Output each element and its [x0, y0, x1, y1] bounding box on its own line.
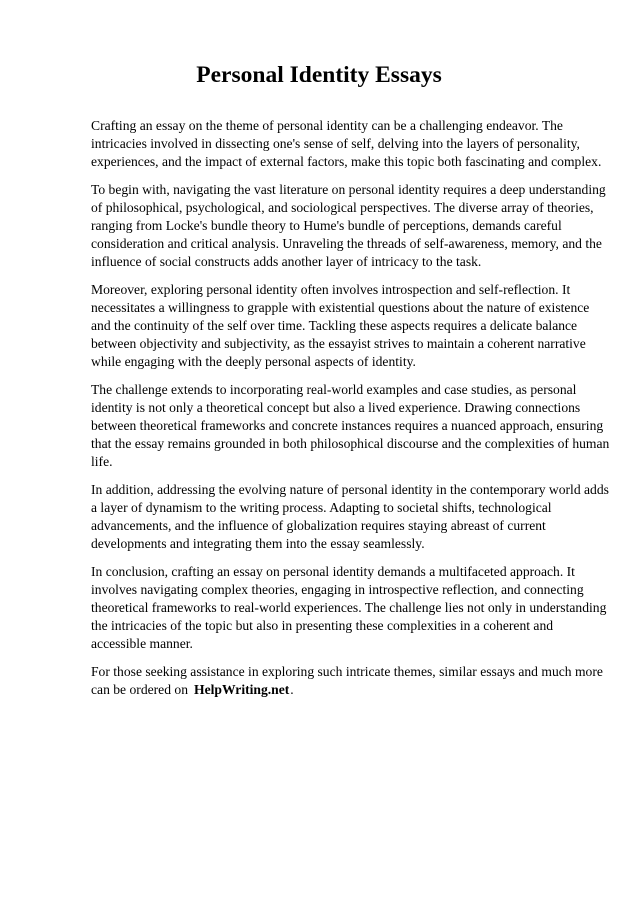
- essay-body: [91, 117, 611, 710]
- closing-period: .: [290, 682, 294, 698]
- paragraph-conclusion: In conclusion, crafting an essay on personal identity demands a multifaceted approach. It involves navigating complex theories, engaging in introspective reflection, and connecting theoretical frameworks to real-world experiences. The challenge lies not only in understanding the intricacies of the topic but also in presenting these complexities in a coherent and accessible manner.: [91, 564, 607, 652]
- page-title: Personal Identity Essays: [196, 62, 442, 88]
- paragraph-literature: To begin with, navigating the vast literature on personal identity requires a deep understanding of philosophical, psychological, and sociological perspectives. The diverse array of theories, ranging from Locke's bundle theory to Hume's bundle of perceptions, demands careful consideration and critical analysis. Unraveling the threads of self-awareness, memory, and the influence of social constructs adds another layer of intricacy to the task.: [91, 182, 606, 269]
- paragraph-contemporary: In addition, addressing the evolving nature of personal identity in the contemporary world adds a layer of dynamism to the writing process. Adapting to societal shifts, technological advancements, and the influence of globalization requires staying abreast of current developments and integrating them into the essay seamlessly.: [91, 482, 609, 552]
- paragraph-closing: [91, 663, 611, 699]
- closing-text: For those seeking assistance in exploring such intricate themes, similar essays and much more can be ordered on: [91, 664, 603, 698]
- paragraph-intro: Crafting an essay on the theme of personal identity can be a challenging endeavor. The intricacies involved in dissecting one's sense of self, delving into the layers of personality, experiences, and the impact of external factors, make this topic both fascinating and complex.: [91, 118, 602, 169]
- paragraph-real-world: The challenge extends to incorporating real-world examples and case studies, as personal identity is not only a theoretical concept but also a lived experience. Drawing connections between theoretical frameworks and concrete instances requires a nuanced approach, ensuring that the essay remains grounded in both philosophical discourse and the complexities of human life.: [91, 382, 610, 469]
- paragraph-introspection: Moreover, exploring personal identity often involves introspection and self-reflection. It necessitates a willingness to grapple with existential questions about the nature of existence and the continuity of the self over time. Tackling these aspects requires a delicate balance between objectivity and subjectivity, as the essayist strives to maintain a coherent narrative while engaging with the deeply personal aspects of identity.: [91, 282, 590, 369]
- brand-link[interactable]: HelpWriting.net: [194, 682, 290, 698]
